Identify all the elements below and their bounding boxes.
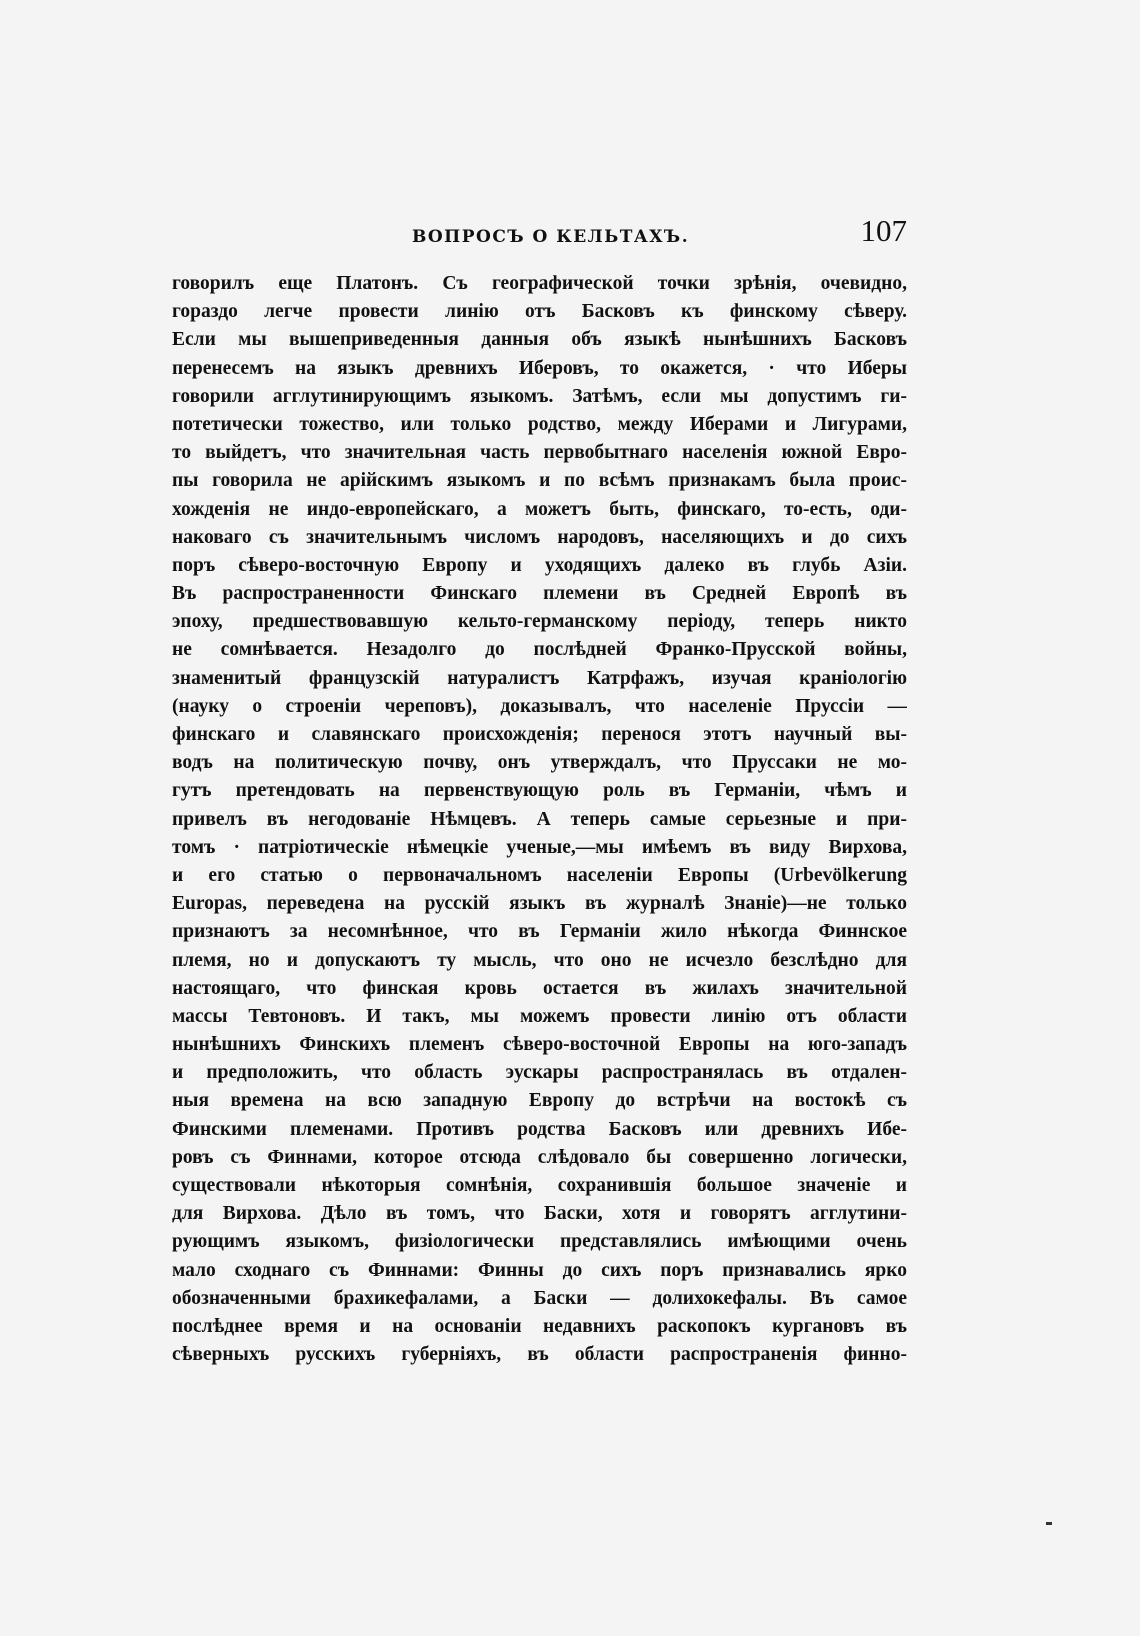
- body-text: [172, 270, 907, 1369]
- text-line: сѣверныхъ русскихъ губерніяхъ, въ области распространенія финно-: [172, 1344, 907, 1366]
- text-line: привелъ въ негодованіе Нѣмцевъ. А теперь самые серьезные и при-: [172, 808, 907, 830]
- running-head: [172, 213, 907, 253]
- text-line: знаменитый французскій натуралистъ Катрфажъ, изучая краніологію: [172, 667, 907, 689]
- text-line: Если мы вышеприведенныя данныя объ языкѣ нынѣшнихъ Басковъ: [172, 329, 907, 351]
- text-line: ныя времена на всю западную Европу до встрѣчи на востокѣ съ: [172, 1090, 907, 1112]
- text-line: гутъ претендовать на первенствующую роль въ Германіи, чѣмъ и: [172, 780, 907, 802]
- text-line: существовали нѣкоторыя сомнѣнія, сохранившія большое значеніе и: [172, 1175, 907, 1196]
- text-line: для Вирхова. Дѣло въ томъ, что Баски, хотя и говорятъ агглутини-: [172, 1203, 907, 1225]
- text-line: настоящаго, что финская кровь остается въ жилахъ значительной: [172, 977, 907, 999]
- text-line: эпоху, предшествовавшую кельто-германскому періоду, теперь никто: [172, 611, 907, 633]
- text-line: перенесемъ на языкъ древнихъ Иберовъ, то окажется, · что Иберы: [172, 357, 907, 379]
- text-line: хожденія не индо-европейскаго, а можетъ быть, финскаго, то-есть, оди-: [172, 498, 907, 520]
- text-line: Europas, переведена на русскій языкъ въ журналѣ Знаніе)—не только: [172, 893, 907, 915]
- text-line: поръ сѣверо-восточную Европу и уходящихъ далеко въ глубь Азіи.: [172, 554, 907, 576]
- page-number: 107: [860, 213, 907, 248]
- text-line: финскаго и славянскаго происхожденія; перенося этотъ научный вы-: [172, 724, 907, 745]
- text-line: мало сходнаго съ Финнами: Финны до сихъ поръ признавались ярко: [172, 1259, 907, 1281]
- text-line: и его статью о первоначальномъ населеніи Европы (Urbevölkerung: [172, 864, 907, 886]
- text-line: то выйдетъ, что значительная часть первобытнаго населенія южной Евро-: [172, 442, 907, 464]
- text-line: водъ на политическую почву, онъ утверждалъ, что Пруссаки не мо-: [172, 752, 907, 774]
- text-line: Финскими племенами. Противъ родства Басковъ или древнихъ Ибе-: [172, 1118, 907, 1140]
- text-line: не сомнѣвается. Незадолго до послѣдней Франко-Прусской войны,: [172, 639, 907, 661]
- running-title: ВОПРОСЪ О КЕЛЬТАХЪ.: [412, 227, 690, 247]
- text-line: Въ распространенности Финскаго племени въ Средней Европѣ въ: [172, 583, 907, 605]
- text-line: признаютъ за несомнѣнное, что въ Германіи жило нѣкогда Финнское: [172, 921, 907, 943]
- text-line: наковаго съ значительнымъ числомъ народовъ, населяющихъ и до сихъ: [172, 526, 907, 548]
- text-line: послѣднее время и на основаніи недавнихъ раскопокъ кургановъ въ: [172, 1315, 907, 1337]
- text-line: и предположить, что область эускары распространялась въ отдален-: [172, 1062, 907, 1084]
- scan-mark: [1046, 1522, 1052, 1525]
- text-line: пы говорила не арійскимъ языкомъ и по всѣмъ признакамъ была проис-: [172, 470, 907, 492]
- text-line: массы Тевтоновъ. И такъ, мы можемъ провести линію отъ области: [172, 1005, 907, 1027]
- text-line: потетически тожество, или только родство, между Иберами и Лигурами,: [172, 413, 907, 435]
- text-line: ровъ съ Финнами, которое отсюда слѣдовало бы совершенно логически,: [172, 1146, 907, 1168]
- text-line: томъ · патріотическіе нѣмецкіе ученые,—мы имѣемъ въ виду Вирхова,: [172, 836, 907, 858]
- text-line: говорили агглутинирующимъ языкомъ. Затѣмъ, если мы допустимъ ги-: [172, 385, 907, 407]
- text-line: обозначенными брахикефалами, а Баски — долихокефалы. Въ самое: [172, 1287, 907, 1309]
- text-line: (науку о строеніи череповъ), доказывалъ, что населеніе Пруссіи —: [172, 695, 907, 717]
- text-line: говорилъ еще Платонъ. Съ географической точки зрѣнія, очевидно,: [172, 273, 907, 294]
- text-line: рующимъ языкомъ, физіологически представлялись имѣющими очень: [172, 1231, 907, 1253]
- text-line: нынѣшнихъ Финскихъ племенъ сѣверо-восточной Европы на юго-западъ: [172, 1034, 907, 1056]
- text-line: племя, но и допускаютъ ту мысль, что оно не исчезло безслѣдно для: [172, 949, 907, 971]
- text-line: гораздо легче провести линію отъ Басковъ къ финскому сѣверу.: [172, 301, 907, 323]
